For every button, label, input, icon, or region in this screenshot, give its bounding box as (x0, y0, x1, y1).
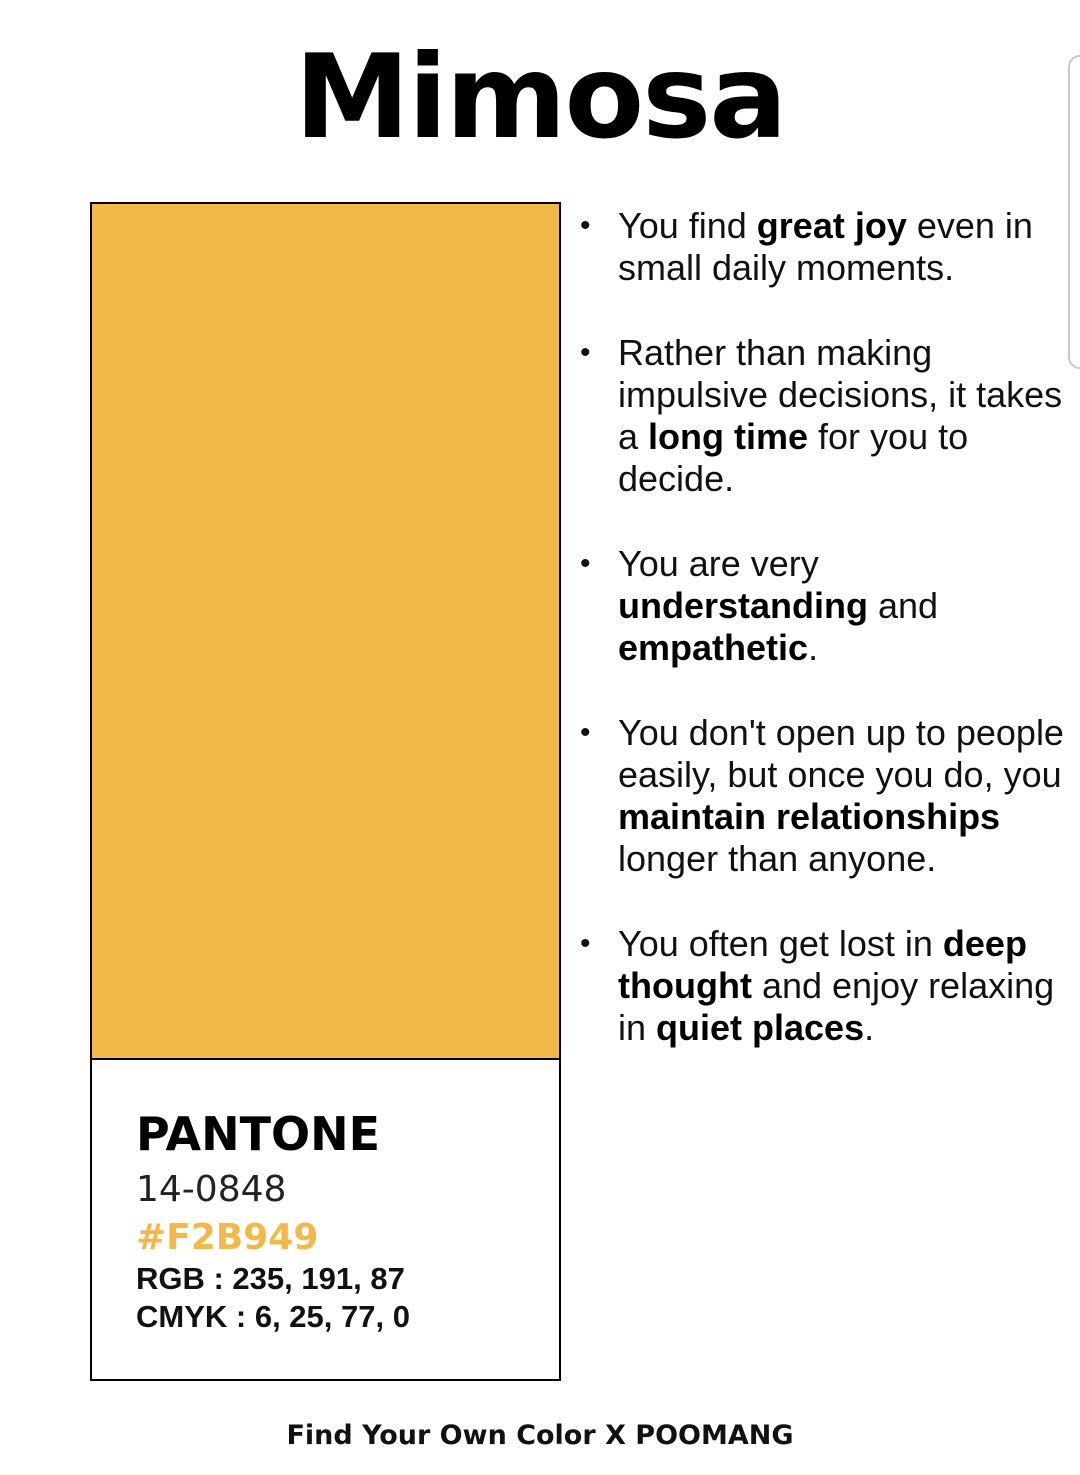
trait-emphasis: deep thought (618, 923, 1027, 1006)
cmyk-values: CMYK : 6, 25, 77, 0 (136, 1299, 410, 1334)
trait-text (618, 205, 1033, 288)
trait-segment: You don't open up to people easily, but once you do, you (618, 712, 1064, 795)
trait-emphasis: long time (648, 416, 809, 457)
trait-segment: and (868, 585, 939, 626)
color-swatch (92, 204, 559, 1060)
hex-code: #F2B949 (136, 1217, 319, 1258)
trait-item (578, 543, 1068, 669)
trait-emphasis: maintain relationships (618, 796, 1001, 837)
trait-emphasis: understanding (618, 585, 868, 626)
bullet-icon: • (580, 209, 591, 242)
trait-segment: even in small daily moments. (618, 205, 1033, 288)
rgb-values: RGB : 235, 191, 87 (136, 1261, 405, 1296)
color-card (90, 202, 561, 1381)
trait-item (578, 332, 1068, 500)
trait-item (578, 923, 1068, 1049)
trait-item (578, 205, 1068, 289)
trait-text (618, 332, 1062, 499)
bullet-icon: • (580, 716, 591, 749)
trait-segment: You find (618, 205, 757, 246)
trait-segment: You often get lost in (618, 923, 943, 964)
trait-emphasis: great joy (756, 205, 907, 246)
trait-segment: longer than anyone. (618, 838, 937, 879)
trait-segment: . (864, 1007, 875, 1048)
trait-text (618, 712, 1064, 879)
page-title: Mimosa (294, 30, 786, 165)
scroll-handle[interactable] (1068, 55, 1080, 369)
bullet-icon: • (580, 547, 591, 580)
footer-credit: Find Your Own Color X POOMANG (286, 1420, 794, 1451)
trait-segment: Rather than making impulsive decisions, it takes a (618, 332, 1063, 457)
bullet-icon: • (580, 336, 591, 369)
trait-emphasis: quiet places (656, 1007, 865, 1048)
trait-text (618, 923, 1054, 1048)
trait-segment: and enjoy relaxing in (618, 965, 1055, 1048)
trait-emphasis: empathetic (618, 627, 809, 668)
pantone-code: 14-0848 (136, 1169, 287, 1210)
trait-segment: for you to decide. (618, 416, 969, 499)
pantone-label: PANTONE (136, 1107, 380, 1161)
trait-text (618, 543, 938, 668)
trait-item (578, 712, 1068, 880)
bullet-icon: • (580, 927, 591, 960)
trait-list (578, 205, 1068, 1049)
trait-segment: . (808, 627, 819, 668)
trait-segment: You are very (618, 543, 819, 584)
